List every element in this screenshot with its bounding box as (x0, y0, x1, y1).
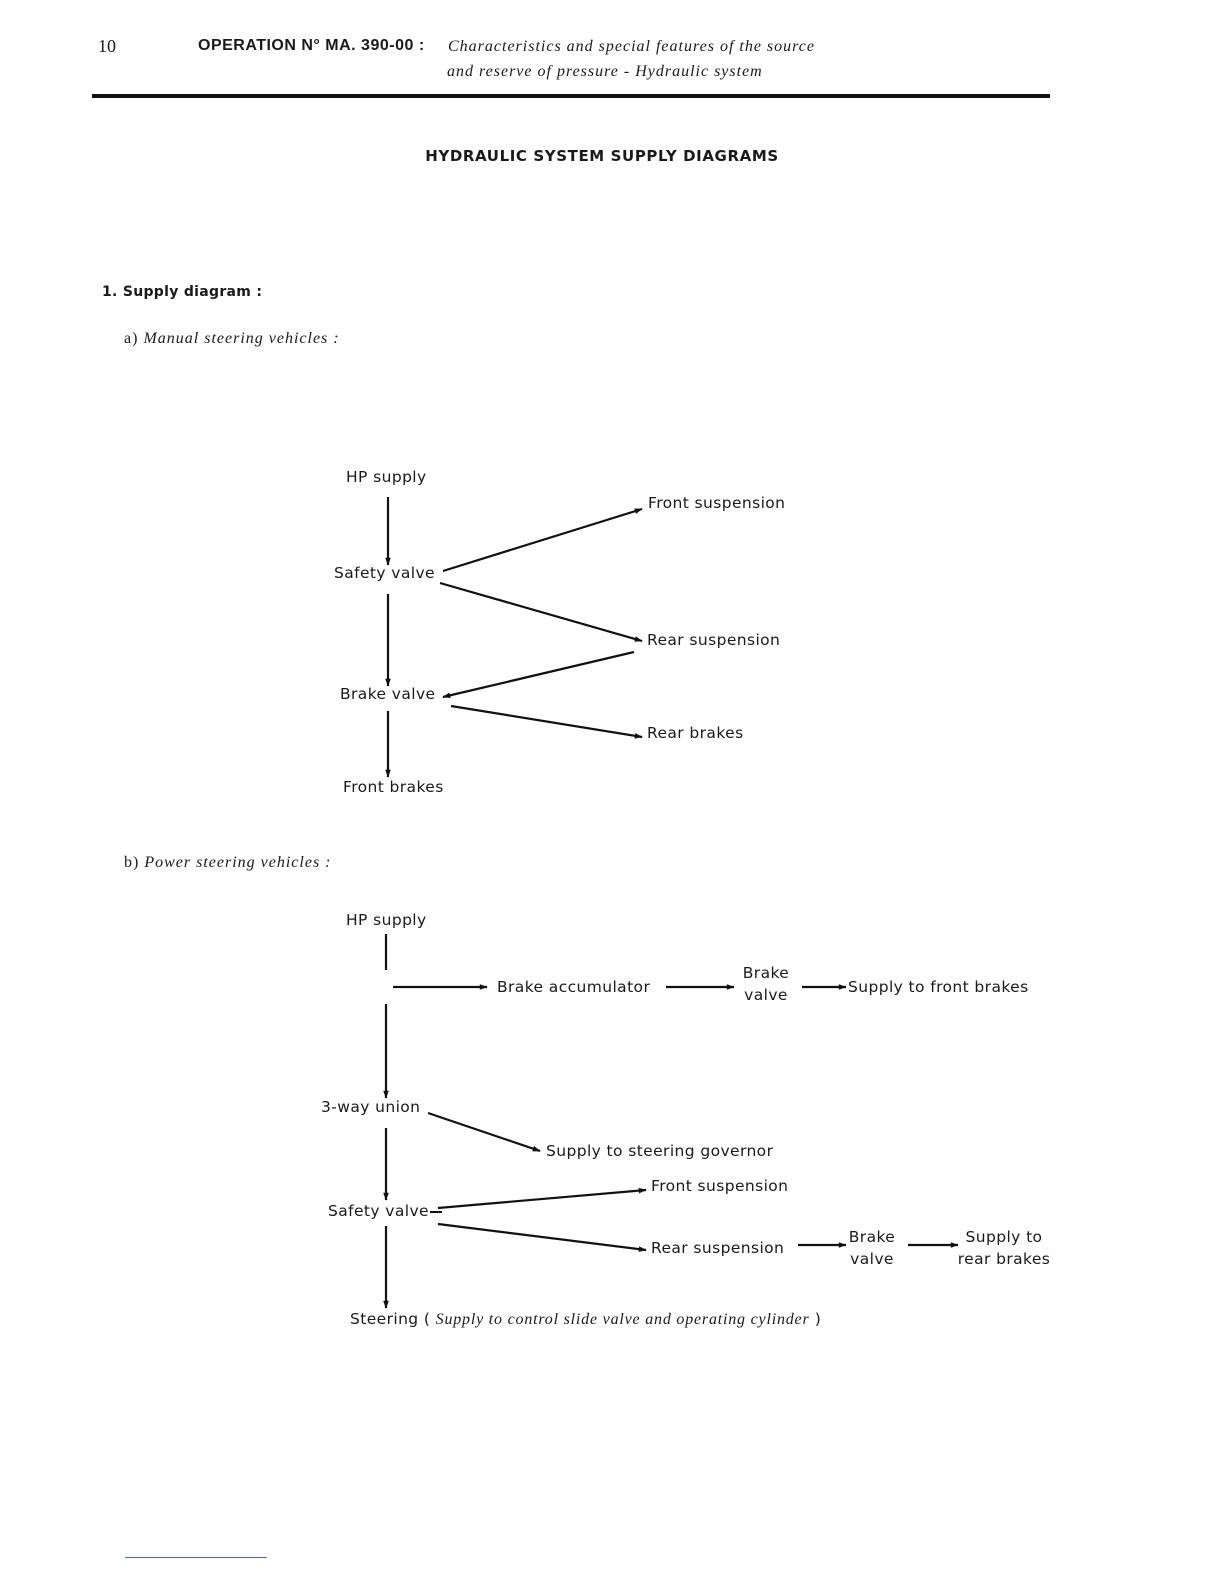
b-node-steering-close-paren: ) (814, 1310, 822, 1328)
diagram-b-caption-text: Power steering vehicles : (144, 854, 332, 871)
header-title-line-1: Characteristics and special features of the source (448, 38, 815, 55)
arrow-b-union-to-governor (428, 1113, 540, 1151)
footer-line (125, 1557, 267, 1558)
diagram-b-caption (124, 854, 332, 872)
arrow-b-safety-to-rear-susp (438, 1224, 646, 1250)
b-node-brake-valve-1 (736, 962, 796, 1006)
b-node-supply-rear-brakes-line1: Supply to (965, 1228, 1043, 1246)
diagram-a-caption-text: Manual steering vehicles : (143, 330, 340, 347)
b-node-rear-suspension: Rear suspension (651, 1239, 785, 1257)
page-title: HYDRAULIC SYSTEM SUPPLY DIAGRAMS (425, 147, 779, 165)
b-node-safety-valve: Safety valve (328, 1202, 429, 1220)
b-node-brake-accumulator: Brake accumulator (497, 978, 651, 996)
b-node-three-way-union: 3-way union (321, 1098, 421, 1116)
b-node-supply-rear-brakes (954, 1226, 1054, 1270)
b-node-steering (350, 1310, 821, 1329)
b-node-steering-label: Steering (350, 1310, 419, 1328)
b-node-brake-valve-2-line2: valve (850, 1250, 894, 1268)
arrow-a-safety-to-front-susp (443, 509, 642, 571)
diagram-b-prefix: b) (124, 854, 140, 871)
b-node-supply-rear-brakes-line2: rear brakes (957, 1250, 1051, 1268)
b-node-brake-valve-2-line1: Brake (848, 1228, 896, 1246)
diagram-a-prefix: a) (124, 330, 139, 347)
page-number: 10 (98, 36, 116, 56)
a-node-front-suspension: Front suspension (648, 494, 786, 512)
section-heading: 1. Supply diagram : (102, 284, 263, 300)
b-node-brake-valve-1-line1: Brake (742, 964, 790, 982)
b-node-supply-front-brakes: Supply to front brakes (848, 978, 1029, 996)
arrow-a-brake-to-rear-brakes (451, 706, 642, 737)
b-node-steering-note: Supply to control slide valve and operating cylinder (435, 1311, 810, 1328)
b-node-brake-valve-2 (842, 1226, 902, 1270)
b-node-brake-valve-1-line2: valve (744, 986, 788, 1004)
a-node-front-brakes: Front brakes (343, 778, 444, 796)
a-node-rear-suspension: Rear suspension (647, 631, 781, 649)
b-node-hp-supply: HP supply (346, 911, 427, 929)
b-node-supply-steering-governor: Supply to steering governor (546, 1142, 774, 1160)
a-node-hp-supply: HP supply (346, 468, 427, 486)
arrow-a-rear-susp-to-brake (443, 652, 634, 697)
operation-code: OPERATION N° MA. 390-00 : (198, 37, 425, 54)
header-title-line-2: and reserve of pressure - Hydraulic system (447, 63, 763, 80)
a-node-rear-brakes: Rear brakes (647, 724, 744, 742)
arrow-b-safety-to-front-susp (438, 1190, 646, 1208)
a-node-safety-valve: Safety valve (334, 564, 435, 582)
arrow-a-safety-to-rear-susp (440, 583, 642, 641)
b-node-steering-open-paren: ( (423, 1310, 431, 1328)
a-node-brake-valve: Brake valve (340, 685, 436, 703)
b-node-front-suspension: Front suspension (651, 1177, 789, 1195)
